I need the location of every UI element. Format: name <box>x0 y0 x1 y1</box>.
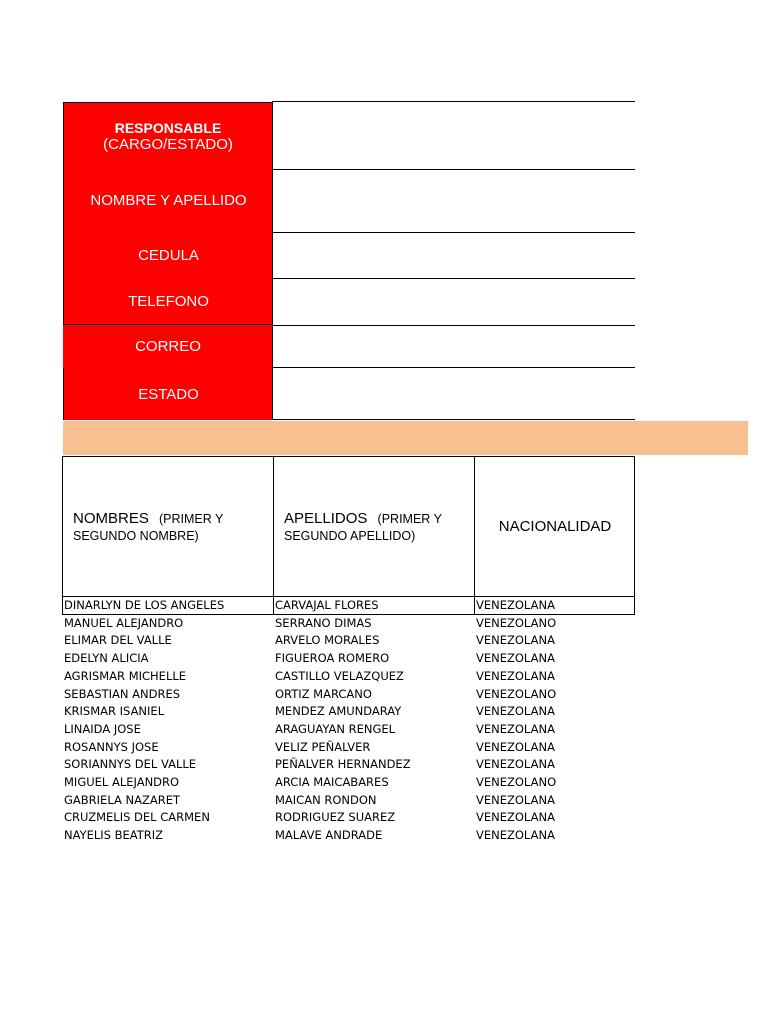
responsable-field[interactable] <box>274 103 634 168</box>
cell-apellidos: RODRIGUEZ SUAREZ <box>275 810 396 825</box>
cell-apellidos: MALAVE ANDRADE <box>275 828 383 843</box>
cell-nacionalidad: VENEZOLANA <box>476 792 555 807</box>
cell-nombres: AGRISMAR MICHELLE <box>64 668 187 683</box>
cell-nombres: EDELYN ALICIA <box>64 651 149 666</box>
correo-label: CORREO <box>135 338 201 355</box>
form-rule <box>273 232 635 233</box>
table-row <box>63 721 663 739</box>
cell-nombres: MANUEL ALEJANDRO <box>64 615 184 630</box>
cell-apellidos: ORTIZ MARCANO <box>275 686 372 701</box>
label-estado <box>63 368 273 420</box>
cell-nombres: DINARLYN DE LOS ANGELES <box>64 598 225 612</box>
cell-nombres: SEBASTIAN ANDRES <box>64 686 181 701</box>
telefono-label: TELEFONO <box>128 293 209 310</box>
form-rule <box>273 325 635 326</box>
table-row <box>63 632 663 650</box>
cell-apellidos: PEÑALVER HERNANDEZ <box>275 757 411 772</box>
cell-apellidos: ARCIA MAICABARES <box>275 775 389 789</box>
nacionalidad-title: NACIONALIDAD <box>498 518 612 535</box>
table-row <box>63 756 663 774</box>
cell-nacionalidad: VENEZOLANA <box>476 810 555 825</box>
table-row <box>63 827 663 845</box>
table-row <box>63 774 663 792</box>
cell-nombres: GABRIELA NAZARET <box>64 792 181 807</box>
cell-nacionalidad: VENEZOLANA <box>476 704 555 719</box>
cell-apellidos: ARAGUAYAN RENGEL <box>275 721 396 736</box>
label-telefono <box>63 279 273 325</box>
apellidos-title: APELLIDOS <box>284 509 368 527</box>
table-row <box>63 668 663 686</box>
form-rule <box>273 169 635 170</box>
cell-nacionalidad: VENEZOLANA <box>476 598 555 612</box>
table-row <box>63 686 663 704</box>
table-row <box>63 615 663 633</box>
cell-nombres: LINAIDA JOSE <box>64 721 141 736</box>
form-rule <box>273 278 635 279</box>
cell-nacionalidad: VENEZOLANO <box>476 615 557 630</box>
cedula-field[interactable] <box>274 233 634 278</box>
form-rule <box>273 101 635 102</box>
nombre-apellido-label: NOMBRE Y APELLIDO <box>90 192 247 209</box>
table-row <box>63 597 663 615</box>
cell-nombres: CRUZMELIS DEL CARMEN <box>64 810 210 825</box>
cell-nacionalidad: VENEZOLANA <box>476 633 555 648</box>
cedula-label: CEDULA <box>138 247 199 264</box>
cell-nacionalidad: VENEZOLANO <box>476 775 557 789</box>
cell-nombres: ROSANNYS JOSE <box>64 739 159 754</box>
table-row <box>63 809 663 827</box>
cell-nacionalidad: VENEZOLANA <box>476 828 555 843</box>
label-cedula <box>63 232 273 279</box>
cell-apellidos: CASTILLO VELAZQUEZ <box>275 668 404 683</box>
cell-nombres: NAYELIS BEATRIZ <box>64 828 164 843</box>
section-separator <box>63 421 748 455</box>
label-responsable <box>63 102 273 169</box>
estado-field[interactable] <box>274 369 634 419</box>
nombres-title: NOMBRES <box>73 509 149 527</box>
nombres-note: (PRIMER Y SEGUNDO NOMBRE) <box>73 511 224 543</box>
cell-nombres: KRISMAR ISANIEL <box>64 704 165 719</box>
cell-nacionalidad: VENEZOLANA <box>476 651 555 666</box>
form-rule <box>273 419 635 420</box>
cell-apellidos: SERRANO DIMAS <box>275 615 372 630</box>
cell-apellidos: MAICAN RONDON <box>275 792 377 807</box>
estado-label: ESTADO <box>138 385 199 403</box>
correo-field[interactable] <box>274 326 634 367</box>
table-row <box>63 792 663 810</box>
table-row <box>63 703 663 721</box>
cell-nacionalidad: VENEZOLANA <box>476 668 555 683</box>
header-nombres <box>63 456 273 597</box>
cell-apellidos: VELIZ PEÑALVER <box>275 739 371 754</box>
cell-apellidos: FIGUEROA ROMERO <box>275 651 390 666</box>
label-correo <box>63 325 273 368</box>
telefono-field[interactable] <box>274 280 634 324</box>
responsable-title: RESPONSABLE <box>114 119 222 136</box>
label-nombre-apellido <box>63 169 273 232</box>
cell-nombres: MIGUEL ALEJANDRO <box>64 775 180 789</box>
cell-nacionalidad: VENEZOLANO <box>476 686 557 701</box>
cell-apellidos: CARVAJAL FLORES <box>275 598 379 612</box>
cell-apellidos: MENDEZ AMUNDARAY <box>275 704 402 719</box>
responsable-subtitle: (CARGO/ESTADO) <box>103 135 233 153</box>
cell-nacionalidad: VENEZOLANA <box>476 739 555 754</box>
cell-apellidos: ARVELO MORALES <box>275 633 380 648</box>
header-nacionalidad <box>475 456 635 597</box>
table-row <box>63 739 663 757</box>
cell-nacionalidad: VENEZOLANA <box>476 721 555 736</box>
cell-nacionalidad: VENEZOLANA <box>476 757 555 772</box>
header-apellidos <box>274 456 474 597</box>
form-rule <box>273 367 635 368</box>
cell-nombres: ELIMAR DEL VALLE <box>64 633 172 648</box>
nombre-apellido-field[interactable] <box>274 170 634 231</box>
table-row <box>63 650 663 668</box>
apellidos-note: (PRIMER Y SEGUNDO APELLIDO) <box>284 511 442 543</box>
cell-nombres: SORIANNYS DEL VALLE <box>64 757 197 772</box>
form-divider <box>272 101 273 420</box>
